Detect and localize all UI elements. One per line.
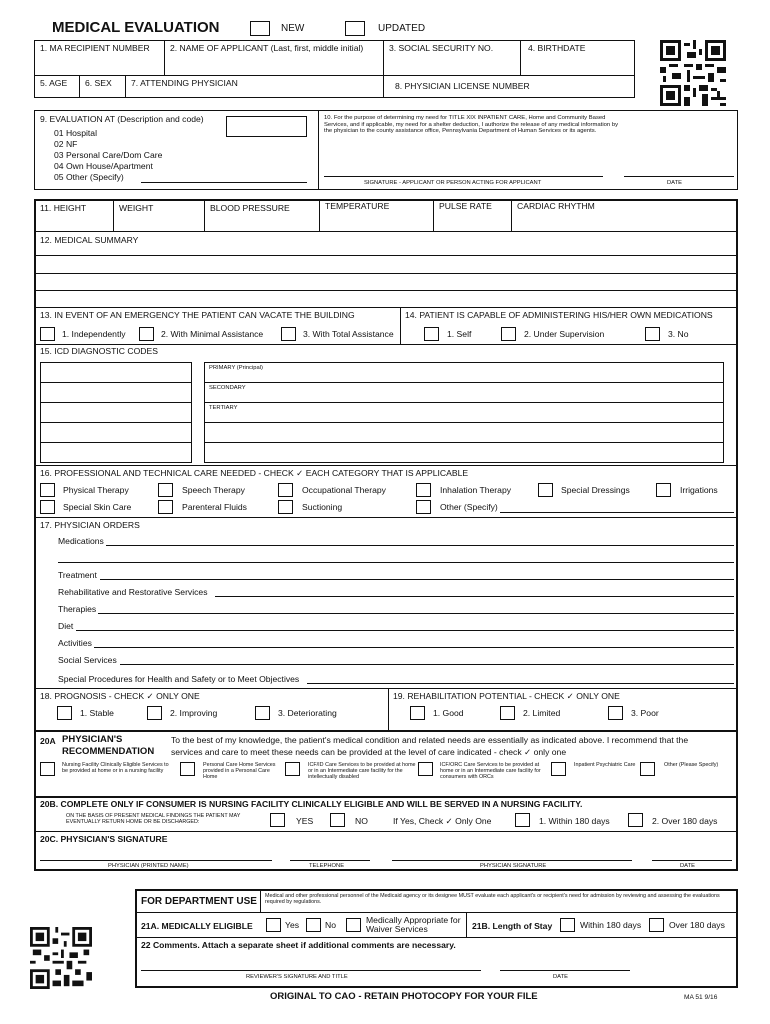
rec-personal-care-checkbox[interactable] bbox=[180, 762, 195, 776]
nf-over-180-checkbox[interactable] bbox=[628, 813, 643, 827]
eligible-no-label: No bbox=[325, 920, 336, 930]
license-number-field[interactable]: 8. PHYSICIAN LICENSE NUMBER bbox=[395, 81, 530, 91]
rec-text-2: services and care to meet these needs can be provided at the level of care indicated - check ✓ only one bbox=[171, 747, 567, 757]
date-caption-2: DATE bbox=[680, 863, 696, 869]
rec-option: Nursing Facility Clinically Eligible Services to be provided at home or in a nursing facility bbox=[62, 762, 169, 775]
rehab-poor-checkbox[interactable] bbox=[608, 706, 623, 720]
stay-over-label: Over 180 days bbox=[669, 920, 725, 930]
therapies-line[interactable] bbox=[98, 613, 734, 614]
eligible-yes-checkbox[interactable] bbox=[266, 918, 281, 932]
qr-code-bottom bbox=[30, 927, 92, 989]
vacate-independently-checkbox[interactable] bbox=[40, 327, 55, 341]
pulse-rate-field[interactable]: PULSE RATE bbox=[439, 201, 492, 211]
department-title: FOR DEPARTMENT USE bbox=[141, 896, 257, 907]
rec-number: 20A bbox=[40, 736, 56, 746]
order-item: Special Procedures for Health and Safety or to Meet Objectives bbox=[58, 674, 300, 684]
rec-psychiatric-checkbox[interactable] bbox=[551, 762, 566, 776]
vacate-independently-label: 1. Independently bbox=[62, 329, 126, 339]
care-needed-label: 16. PROFESSIONAL AND TECHNICAL CARE NEEDED - CHECK ✓ EACH CATEGORY THAT IS APPLICABLE bbox=[40, 468, 469, 478]
evaluation-at-label: 9. EVALUATION AT (Description and code) bbox=[40, 114, 204, 124]
special-dressings-checkbox[interactable] bbox=[538, 483, 553, 497]
eval-option: 01 Hospital bbox=[54, 128, 97, 138]
rec-option: Other (Please Specify) bbox=[664, 762, 719, 768]
rehab-option: 2. Limited bbox=[523, 708, 561, 718]
reviewer-signature-line[interactable] bbox=[141, 970, 481, 971]
medically-eligible-label: 21A. MEDICALLY ELIGIBLE bbox=[141, 921, 253, 931]
printed-name-line[interactable] bbox=[40, 860, 272, 861]
med-self-label: 1. Self bbox=[447, 329, 472, 339]
reviewer-caption: REVIEWER'S SIGNATURE AND TITLE bbox=[246, 974, 348, 980]
nf-yes-checkbox[interactable] bbox=[270, 813, 285, 827]
medications-line[interactable] bbox=[106, 545, 734, 546]
stay-within-label: Within 180 days bbox=[580, 920, 642, 930]
rec-nursing-facility-checkbox[interactable] bbox=[40, 762, 55, 776]
sex-field[interactable]: 6. SEX bbox=[85, 78, 112, 88]
order-item: Therapies bbox=[58, 604, 97, 614]
birthdate-field[interactable]: 4. BIRTHDATE bbox=[528, 43, 586, 53]
med-supervision-checkbox[interactable] bbox=[501, 327, 516, 341]
eval-option: 02 NF bbox=[54, 139, 78, 149]
nf-within-180-label: 1. Within 180 days bbox=[539, 816, 610, 826]
form-title: MEDICAL EVALUATION bbox=[52, 19, 220, 36]
care-option: Special Dressings bbox=[561, 485, 630, 495]
order-item: Diet bbox=[58, 621, 74, 631]
height-field[interactable]: 11. HEIGHT bbox=[40, 203, 87, 213]
special-procedures-line[interactable] bbox=[307, 683, 734, 684]
rec-text-1: To the best of my knowledge, the patient's medical condition and related needs are essentially as indicated above. I recommend that the bbox=[171, 735, 689, 745]
rec-option: Inpatient Psychiatric Care bbox=[574, 762, 636, 768]
reviewer-date-caption: DATE bbox=[553, 974, 569, 980]
rehab-potential-label: 19. REHABILITATION POTENTIAL - CHECK ✓ ONLY ONE bbox=[393, 691, 620, 701]
stay-over-checkbox[interactable] bbox=[649, 918, 664, 932]
care-option: Inhalation Therapy bbox=[440, 485, 512, 495]
prognosis-improving-checkbox[interactable] bbox=[147, 706, 162, 720]
care-option: Special Skin Care bbox=[63, 502, 132, 512]
nf-no-label: NO bbox=[355, 816, 368, 826]
telephone-caption: TELEPHONE bbox=[309, 863, 345, 869]
physician-signature-label: 20C. PHYSICIAN'S SIGNATURE bbox=[40, 834, 168, 844]
cardiac-rhythm-field[interactable]: CARDIAC RHYTHM bbox=[517, 201, 595, 211]
med-no-label: 3. No bbox=[668, 329, 689, 339]
comments-label: 22 Comments. Attach a separate sheet if additional comments are necessary. bbox=[141, 940, 456, 950]
suctioning-checkbox[interactable] bbox=[278, 500, 293, 514]
order-item: Treatment bbox=[58, 570, 97, 580]
other-care-checkbox[interactable] bbox=[416, 500, 431, 514]
eligible-yes-label: Yes bbox=[285, 920, 300, 930]
recipient-number-field[interactable]: 1. MA RECIPIENT NUMBER bbox=[40, 43, 150, 53]
date-caption: DATE bbox=[667, 180, 683, 186]
applicant-signature-line[interactable] bbox=[324, 176, 603, 177]
medications-label: 14. PATIENT IS CAPABLE OF ADMINISTERING HIS/HER OWN MEDICATIONS bbox=[405, 310, 713, 320]
new-label: NEW bbox=[281, 23, 305, 34]
order-item: Social Services bbox=[58, 655, 117, 665]
nf-section-label: 20B. COMPLETE ONLY IF CONSUMER IS NURSING FACILITY CLINICALLY ELIGIBLE AND WILL BE SERVED IN A NURSING FACILITY. bbox=[40, 799, 583, 809]
icd-diagnoses-box[interactable] bbox=[204, 362, 724, 463]
inhalation-therapy-checkbox[interactable] bbox=[416, 483, 431, 497]
nf-no-checkbox[interactable] bbox=[330, 813, 345, 827]
rehab-option: 1. Good bbox=[433, 708, 464, 718]
icd-codes-list[interactable] bbox=[40, 362, 192, 463]
other-care-line[interactable] bbox=[500, 512, 734, 513]
rec-title-1: PHYSICIAN'S bbox=[62, 734, 123, 745]
primary-label: PRIMARY (Principal) bbox=[209, 365, 263, 371]
icd-codes-label: 15. ICD DIAGNOSTIC CODES bbox=[40, 346, 158, 356]
order-item: Rehabilitative and Restorative Services bbox=[58, 587, 208, 597]
vacate-minimal-checkbox[interactable] bbox=[139, 327, 154, 341]
irrigations-checkbox[interactable] bbox=[656, 483, 671, 497]
updated-label: UPDATED bbox=[378, 23, 426, 34]
med-no-checkbox[interactable] bbox=[645, 327, 660, 341]
care-option: Suctioning bbox=[302, 502, 343, 512]
blood-pressure-field[interactable]: BLOOD PRESSURE bbox=[210, 203, 290, 213]
footer-instruction: ORIGINAL TO CAO - RETAIN PHOTOCOPY FOR YOUR FILE bbox=[270, 991, 538, 1002]
other-specify-line[interactable] bbox=[141, 182, 307, 183]
rehab-option: 3. Poor bbox=[631, 708, 659, 718]
physical-therapy-checkbox[interactable] bbox=[40, 483, 55, 497]
ssn-field[interactable]: 3. SOCIAL SECURITY NO. bbox=[389, 43, 494, 53]
medical-summary-label: 12. MEDICAL SUMMARY bbox=[40, 235, 139, 245]
length-of-stay-label: 21B. Length of Stay bbox=[472, 921, 553, 931]
rec-option: ICF/ID Care Services to be provided at home or in an Intermediate care facility for the intellectually disabled bbox=[308, 762, 416, 781]
care-option: Occupational Therapy bbox=[302, 485, 386, 495]
rec-title-2: RECOMMENDATION bbox=[62, 746, 155, 757]
prognosis-option: 2. Improving bbox=[170, 708, 218, 718]
prognosis-label: 18. PROGNOSIS - CHECK ✓ ONLY ONE bbox=[40, 691, 200, 701]
care-option: Irrigations bbox=[680, 485, 718, 495]
rec-icf-orc-checkbox[interactable] bbox=[418, 762, 433, 776]
nf-basis-text: ON THE BASIS OF PRESENT MEDICAL FINDINGS THE PATIENT MAY EVENTUALLY RETURN HOME OR BE DISCHARGED: bbox=[66, 813, 241, 826]
eval-option: 04 Own House/Apartment bbox=[54, 161, 153, 171]
care-option: Physical Therapy bbox=[63, 485, 129, 495]
physician-signature-line[interactable] bbox=[392, 860, 632, 861]
care-option: Parenteral Fluids bbox=[182, 502, 247, 512]
occupational-therapy-checkbox[interactable] bbox=[278, 483, 293, 497]
treatment-line[interactable] bbox=[100, 579, 734, 580]
care-option: Other (Specify) bbox=[440, 502, 498, 512]
order-item: Activities bbox=[58, 638, 92, 648]
authorization-text: 10. For the purpose of determining my need for TITLE XIX INPATIENT CARE, Home and Community Based Services, and if applicable, my need for a shelter deduction, I authorize the release of any medical information by the physician to the county assistance office, Pennsylvania Department of Human Services or its agents. bbox=[324, 115, 619, 135]
social-services-line[interactable] bbox=[120, 664, 734, 665]
rec-option: Personal Care Home Services provided in a Personal Care Home bbox=[203, 762, 276, 781]
applicant-name-field[interactable]: 2. NAME OF APPLICANT (Last, first, middle initial) bbox=[170, 43, 364, 53]
waiver-checkbox[interactable] bbox=[346, 918, 361, 932]
vacate-total-checkbox[interactable] bbox=[281, 327, 296, 341]
prognosis-option: 1. Stable bbox=[80, 708, 114, 718]
prognosis-option: 3. Deteriorating bbox=[278, 708, 337, 718]
weight-field[interactable]: WEIGHT bbox=[119, 203, 154, 213]
rehab-line[interactable] bbox=[215, 596, 734, 597]
telephone-line[interactable] bbox=[290, 860, 370, 861]
rec-icf-id-checkbox[interactable] bbox=[285, 762, 300, 776]
order-item: Medications bbox=[58, 536, 104, 546]
waiver-label: Medically Appropriate for Waiver Services bbox=[366, 915, 461, 934]
signature-caption-2: PHYSICIAN SIGNATURE bbox=[480, 863, 547, 869]
med-self-checkbox[interactable] bbox=[424, 327, 439, 341]
department-note: Medical and other professional personnel of the Medicaid agency or its designee MUST evaluate each applicant's or recipient's need for admission by reviewing and assessing the evaluations required by regulations. bbox=[265, 893, 720, 906]
emergency-label: 13. IN EVENT OF AN EMERGENCY THE PATIENT CAN VACATE THE BUILDING bbox=[40, 310, 355, 320]
attending-physician-field[interactable]: 7. ATTENDING PHYSICIAN bbox=[131, 78, 238, 88]
vacate-minimal-label: 2. With Minimal Assistance bbox=[161, 329, 264, 339]
eval-option: 05 Other (Specify) bbox=[54, 172, 124, 182]
qr-code-top bbox=[660, 40, 726, 106]
physician-orders-label: 17. PHYSICIAN ORDERS bbox=[40, 520, 140, 530]
evaluation-code-input[interactable] bbox=[226, 116, 307, 137]
speech-therapy-checkbox[interactable] bbox=[158, 483, 173, 497]
eval-option: 03 Personal Care/Dom Care bbox=[54, 150, 163, 160]
rehab-limited-checkbox[interactable] bbox=[500, 706, 515, 720]
care-option: Speech Therapy bbox=[182, 485, 245, 495]
new-checkbox[interactable] bbox=[250, 21, 270, 36]
nf-over-180-label: 2. Over 180 days bbox=[652, 816, 718, 826]
applicant-date-line[interactable] bbox=[624, 176, 734, 177]
tertiary-label: TERTIARY bbox=[209, 405, 238, 411]
med-supervision-label: 2. Under Supervision bbox=[524, 329, 605, 339]
special-skin-care-checkbox[interactable] bbox=[40, 500, 55, 514]
printed-name-caption: PHYSICIAN (PRINTED NAME) bbox=[108, 863, 189, 869]
reviewer-date-line[interactable] bbox=[500, 970, 630, 971]
secondary-label: SECONDARY bbox=[209, 385, 246, 391]
nf-ifyes-label: If Yes, Check ✓ Only One bbox=[393, 816, 492, 826]
rec-other-checkbox[interactable] bbox=[640, 762, 655, 776]
nf-yes-label: YES bbox=[296, 816, 314, 826]
vacate-total-label: 3. With Total Assistance bbox=[303, 329, 394, 339]
rec-option: ICF/ORC Care Services to be provided at home or in an Intermediate care facility for consumers with ORCs bbox=[440, 762, 541, 781]
prognosis-deteriorating-checkbox[interactable] bbox=[255, 706, 270, 720]
signature-caption: SIGNATURE - APPLICANT OR PERSON ACTING FOR APPLICANT bbox=[364, 180, 542, 186]
parenteral-fluids-checkbox[interactable] bbox=[158, 500, 173, 514]
updated-checkbox[interactable] bbox=[345, 21, 365, 36]
diet-line[interactable] bbox=[76, 630, 734, 631]
form-id: MA 51 9/16 bbox=[684, 994, 718, 1001]
eligible-no-checkbox[interactable] bbox=[306, 918, 321, 932]
rehab-good-checkbox[interactable] bbox=[410, 706, 425, 720]
physician-date-line[interactable] bbox=[652, 860, 732, 861]
medications-line-2[interactable] bbox=[58, 562, 734, 563]
age-field[interactable]: 5. AGE bbox=[40, 78, 68, 88]
stay-within-checkbox[interactable] bbox=[560, 918, 575, 932]
activities-line[interactable] bbox=[94, 647, 734, 648]
prognosis-stable-checkbox[interactable] bbox=[57, 706, 72, 720]
temperature-field[interactable]: TEMPERATURE bbox=[325, 201, 390, 211]
nf-within-180-checkbox[interactable] bbox=[515, 813, 530, 827]
